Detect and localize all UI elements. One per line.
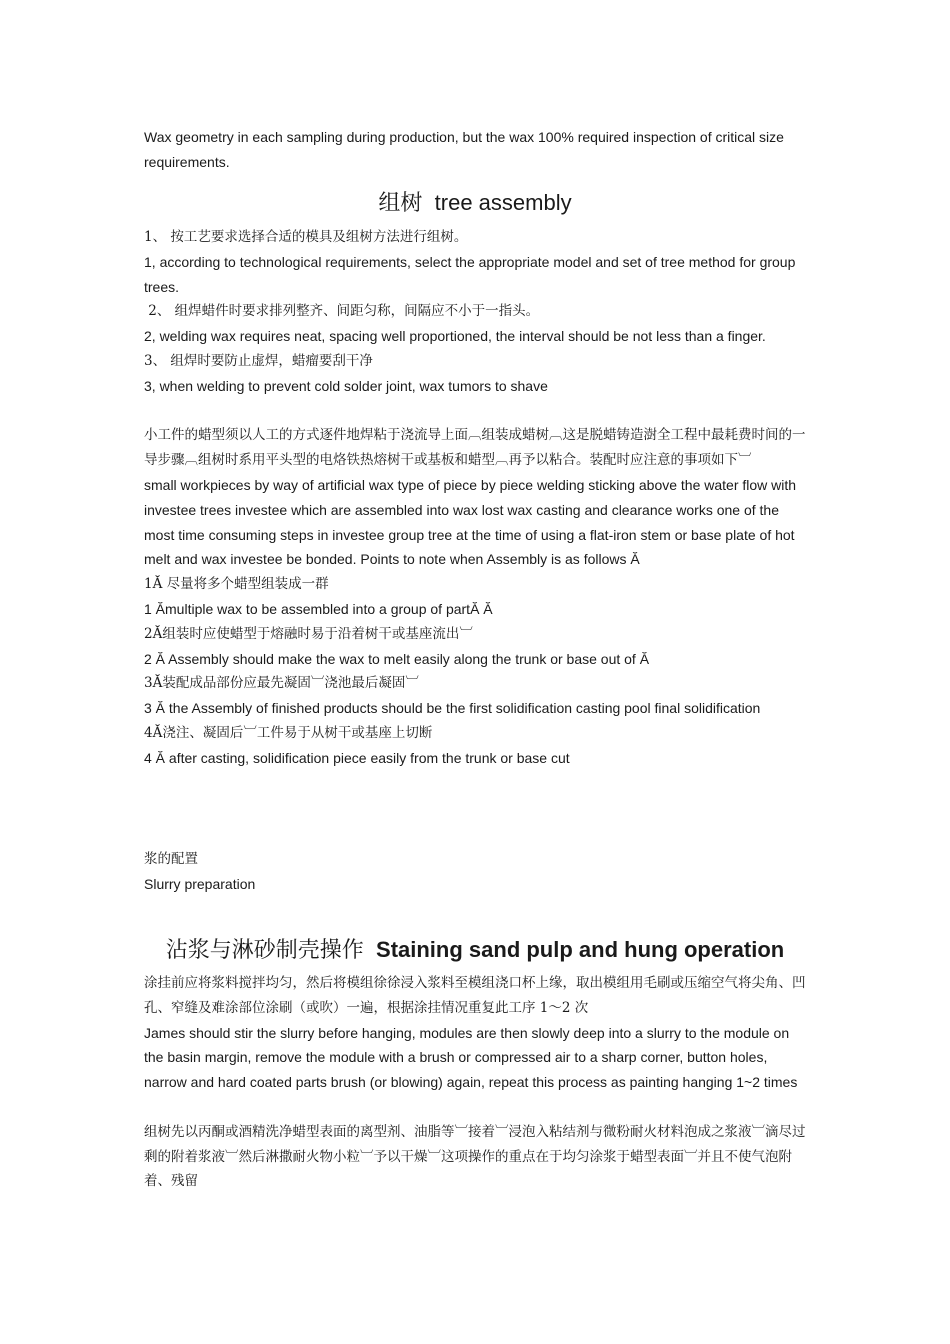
intro-block xyxy=(144,125,808,175)
list-item: 1 Ămultiple wax to be assembled into a group of partĂ Ă xyxy=(144,600,493,617)
section-heading-tree-assembly xyxy=(0,186,950,217)
list-item: 2Ă组装时应使蜡型于熔融时易于沿着树干或基座流出︺ xyxy=(144,625,473,642)
tree-assembly-body xyxy=(144,225,808,771)
list-item: 3 Ă the Assembly of finished products should be the first solidification casting pool final solidification xyxy=(144,700,761,717)
paragraph-zh: 组树先以丙酮或酒精洗净蜡型表面的离型剂、油脂等︺接着︺浸泡入粘结剂与微粉耐火材料泡成之浆液︺滴尽过剩的附着浆液︺然后淋撒耐火物小粒︺予以干燥︺这项操作的重点在于均匀涂浆于蜡型表面︺并且不使气泡附着、残留 xyxy=(144,1123,806,1190)
step-line: 3, when welding to prevent cold solder joint, wax tumors to shave xyxy=(144,377,548,394)
list-item: 4Ă浇注、凝固后︺工件易于从树干或基座上切断 xyxy=(144,724,433,741)
list-item: 2 Ă Assembly should make the wax to melt easily along the trunk or base out of Ă xyxy=(144,650,650,667)
slurry-title-zh: 浆的配置 xyxy=(144,851,198,867)
heading-zh: 沾浆与淋砂制壳操作 xyxy=(165,938,364,963)
heading-en: Staining sand pulp and hung operation xyxy=(376,937,785,962)
step-line: 3、 组焊时要防止虚焊，蜡瘤要刮干净 xyxy=(144,352,373,369)
paragraph-en: small workpieces by way of artificial wax type of piece by piece welding sticking above the water flow with investee trees investee which are assembled into wax lost wax casting and clearance works one of the most time consuming steps in investee group tree at the time of using a flat-iron stem or base plate of hot melt and wax investee be bonded. Points to note when Assembly is as follows Ă xyxy=(144,476,797,568)
heading-en: tree assembly xyxy=(434,190,572,215)
step-line: 1, according to technological requirements, select the appropriate model and set of tree method for group trees. xyxy=(144,253,796,295)
list-item: 4 Ă after casting, solidification piece easily from the trunk or base cut xyxy=(144,749,570,766)
paragraph-zh: 小工件的蜡型须以人工的方式逐件地焊粘于浇流导上面︹组装成蜡树︹这是脱蜡铸造澍全工程中最耗费时间的一导步骤︹组树时系用平头型的电烙铁热熔树干或基板和蜡型︹再予以粘合。装配时应注意的事项如下︺ xyxy=(144,427,806,469)
paragraph-zh: 涂挂前应将浆料搅拌均匀，然后将模组徐徐浸入浆料至模组浇口杯上缘，取出模组用毛刷或压缩空气将尖角、凹孔、窄缝及难涂部位涂刷（或吹）一遍，根据涂挂情况重复此工序 1～2 次 xyxy=(144,975,806,1016)
heading-zh: 组树 xyxy=(378,191,423,216)
slurry-title-en: Slurry preparation xyxy=(144,875,256,892)
step-line: 2, welding wax requires neat, spacing well proportioned, the interval should be not less than a finger. xyxy=(144,328,766,345)
staining-body xyxy=(144,971,808,1194)
intro-paragraph: Wax geometry in each sampling during production, but the wax 100% required inspection of critical size requirements. xyxy=(144,129,784,170)
paragraph-en: James should stir the slurry before hanging, modules are then slowly deep into a slurry to the module on the basin margin, remove the module with a brush or compressed air to a sharp corner, button holes, narrow and hard coated parts brush (or blowing) again, repeat this process as painting hanging 1~2 times xyxy=(144,1024,798,1091)
step-line: 1、 按工艺要求选择合适的模具及组树方法进行组树。 xyxy=(144,229,468,245)
slurry-block xyxy=(144,847,808,897)
list-item: 1Ă 尽量将多个蜡型组装成一群 xyxy=(144,576,329,593)
section-heading-staining xyxy=(0,933,950,964)
step-line: 2、 组焊蜡件时要求排列整齐、间距匀称，间隔应不小于一指头。 xyxy=(144,303,540,320)
list-item: 3Ă装配成品部份应最先凝固︺浇池最后凝固︺ xyxy=(144,675,419,692)
